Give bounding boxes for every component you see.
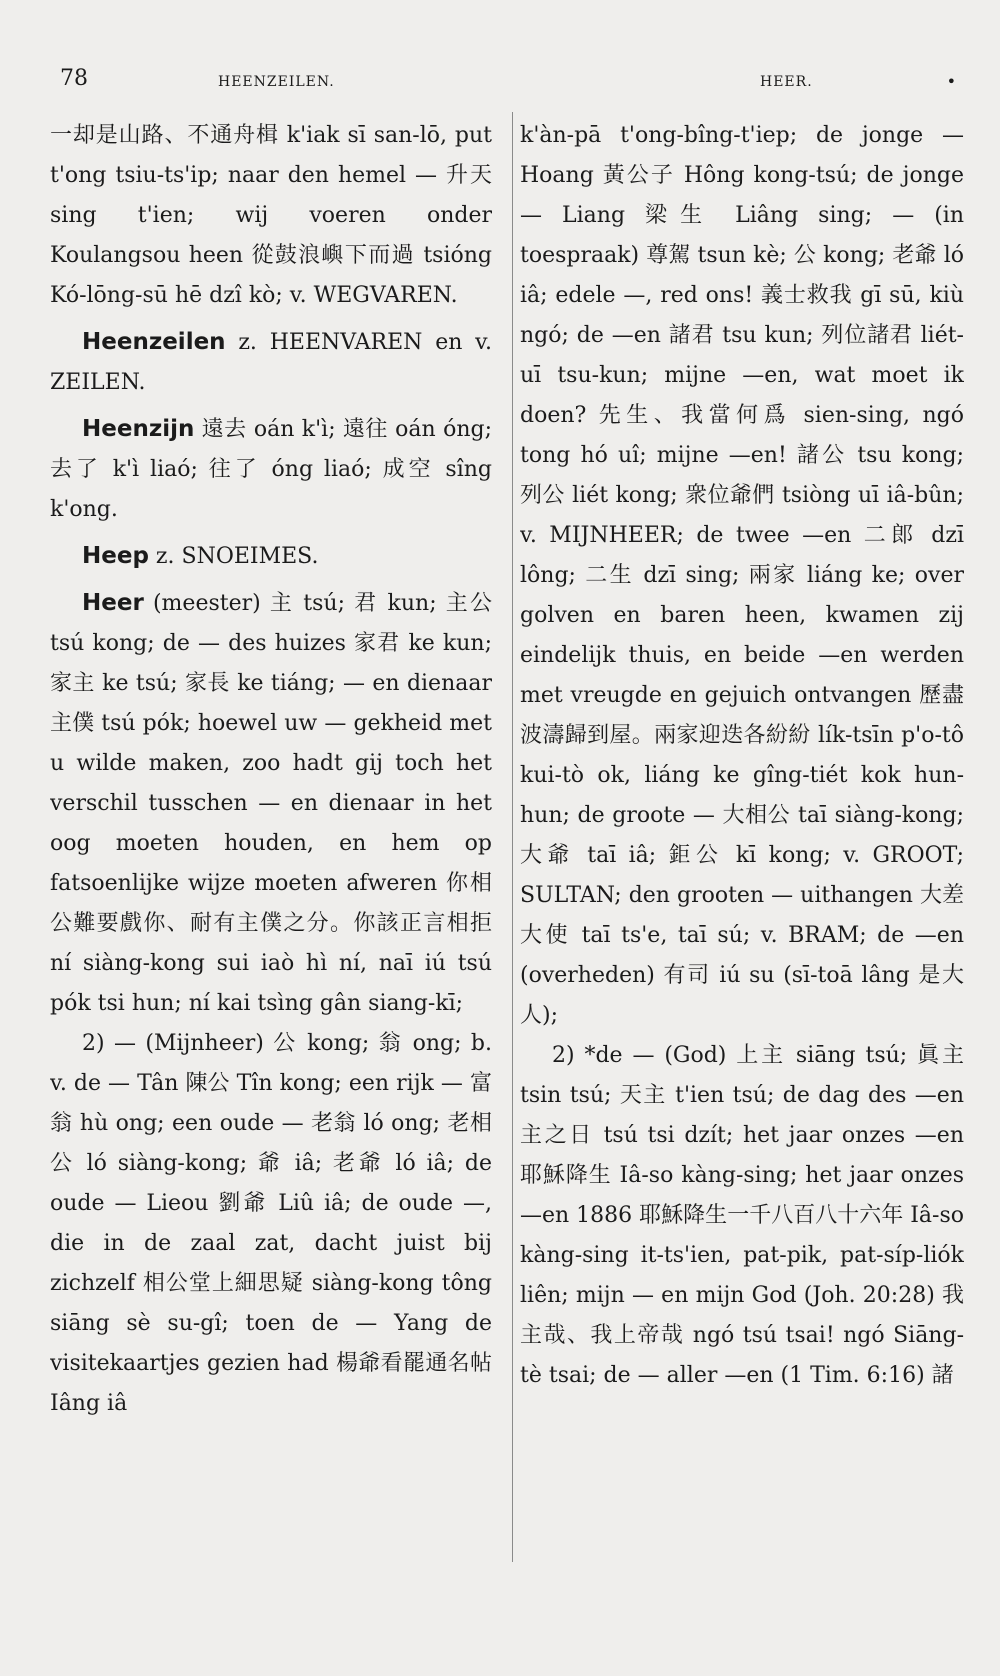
headword: Heenzeilen [82, 329, 226, 355]
entry-text: z. SNOEIMES. [148, 544, 319, 569]
entry-text: 2) — (Mijnheer) 公 kong; 翁 ong; b. v. de — Tân 陳公 Tîn kong; een rijk — 富翁 hù ong; een oude — 老翁 ló ong; 老相公 ló siàng-kong; 爺 iâ; 老爺 ló iâ; de oude — Lieou 劉爺 Liû iâ; de oude —, die in de zaal zat, dacht juist bij zichzelf 相公堂上細思疑 siàng-kong tông siāng sè su-gî; toen de — Yang de visitekaartjes gezien had 楊爺看罷通名帖 Iâng iâ [50, 1031, 492, 1416]
sense-paragraph [520, 1036, 964, 1396]
running-head-right: HEER. [760, 74, 813, 90]
dictionary-entry [50, 409, 492, 530]
entry-text: k'àn-pā t'ong-bîng-t'iep; de jonge — Hoang 黃公子 Hông kong-tsú; de jonge — Liang 梁生 Liâng sing; — (in toespraak) 尊駕 tsun kè; 公 kong; 老爺 ló iâ; edele —, red ons! 義士救我 gī sū, kiù ngó; de —en 諸君 tsu kun; 列位諸君 liét-uī tsu-kun; mijne —en, wat moet ik doen? 先生、我當何爲 sien-sing, ngó tong hó uî; mijne —en! 諸公 tsu kong; 列公 liét kong; 衆位爺們 tsiòng uī iâ-bûn; v. MIJNHEER; de twee —en 二郎 dzī lông; 二生 dzī sing; 兩家 liáng ke; over golven en baren heen, kwamen zij eindelijk thuis, en beide —en werden met vreugde en gejuich ontvangen 歷盡波濤歸到屋。兩家迎迭各紛紛 lík-tsīn p'o-tô kui-tò ok, liáng ke gîng-tiét kok hun-hun; de groote — 大相公 taī siàng-kong; 大爺 taī iâ; 鉅公 kī kong; v. GROOT; SULTAN; den grooten — uithangen 大差大使 taī ts'e, taī sú; v. BRAM; de —en (overheden) 有司 iú su (sī-toā lâng 是大人); [520, 123, 964, 1028]
right-column [520, 116, 964, 1596]
headword: Heep [82, 543, 149, 569]
page-number: 78 [60, 66, 88, 91]
dictionary-entry [50, 536, 492, 577]
column-divider [512, 112, 513, 1562]
running-head-left: HEENZEILEN. [218, 74, 335, 90]
dictionary-entry [50, 583, 492, 1024]
headword: Heenzijn [82, 416, 195, 442]
continuation-paragraph [520, 116, 964, 1036]
headword: Heer [82, 590, 144, 616]
header-mark: • [946, 72, 956, 91]
entry-text: z. HEENVAREN en v. ZEILEN. [50, 330, 492, 395]
entry-text: 遠去 oán k'ì; 遠往 oán óng; 去了 k'ì liaó; 往了 óng liaó; 成空 sîng k'ong. [50, 417, 492, 522]
dictionary-entry [50, 322, 492, 403]
entry-text: 一却是山路、不通舟楫 k'iak sī san-lō, put t'ong tsiu-ts'ip; naar den hemel — 升天 sing t'ien; wij voeren onder Koulangsou heen 從鼓浪嶼下而過 tsióng Kó-lōng-sū hē dzî kò; v. WEGVAREN. [50, 123, 492, 308]
left-column [50, 116, 492, 1596]
sense-paragraph [50, 1024, 492, 1424]
entry-text: 2) *de — (God) 上主 siāng tsú; 眞主 tsin tsú; 天主 t'ien tsú; de dag des —en 主之日 tsú tsi dzít; het jaar onzes —en 耶穌降生 Iâ-so kàng-sing; het jaar onzes —en 1886 耶穌降生一千八百八十六年 Iâ-so kàng-sing it-ts'ien, pat-pik, pat-síp-liók liên; mijn — en mijn God (Joh. 20:28) 我主哉、我上帝哉 ngó tsú tsai! ngó Siāng-tè tsai; de — aller —en (1 Tim. 6:16) 諸 [520, 1043, 964, 1388]
continuation-paragraph [50, 116, 492, 316]
entry-text: (meester) 主 tsú; 君 kun; 主公 tsú kong; de — des huizes 家君 ke kun; 家主 ke tsú; 家長 ke tiáng; — en dienaar 主僕 tsú pók; hoewel uw — gekheid met u wilde maken, zoo hadt gij toch het verschil tusschen — en dienaar in het oog moeten houden, en hem op fatsoenlijke wijze moeten afweren 你相公難要戲你、耐有主僕之分。你該正言相拒 ní siàng-kong sui iaò hì ní, naī iú tsú pók tsi hun; ní kai tsìng gân siang-kī; [50, 591, 492, 1016]
page-header [52, 62, 960, 102]
